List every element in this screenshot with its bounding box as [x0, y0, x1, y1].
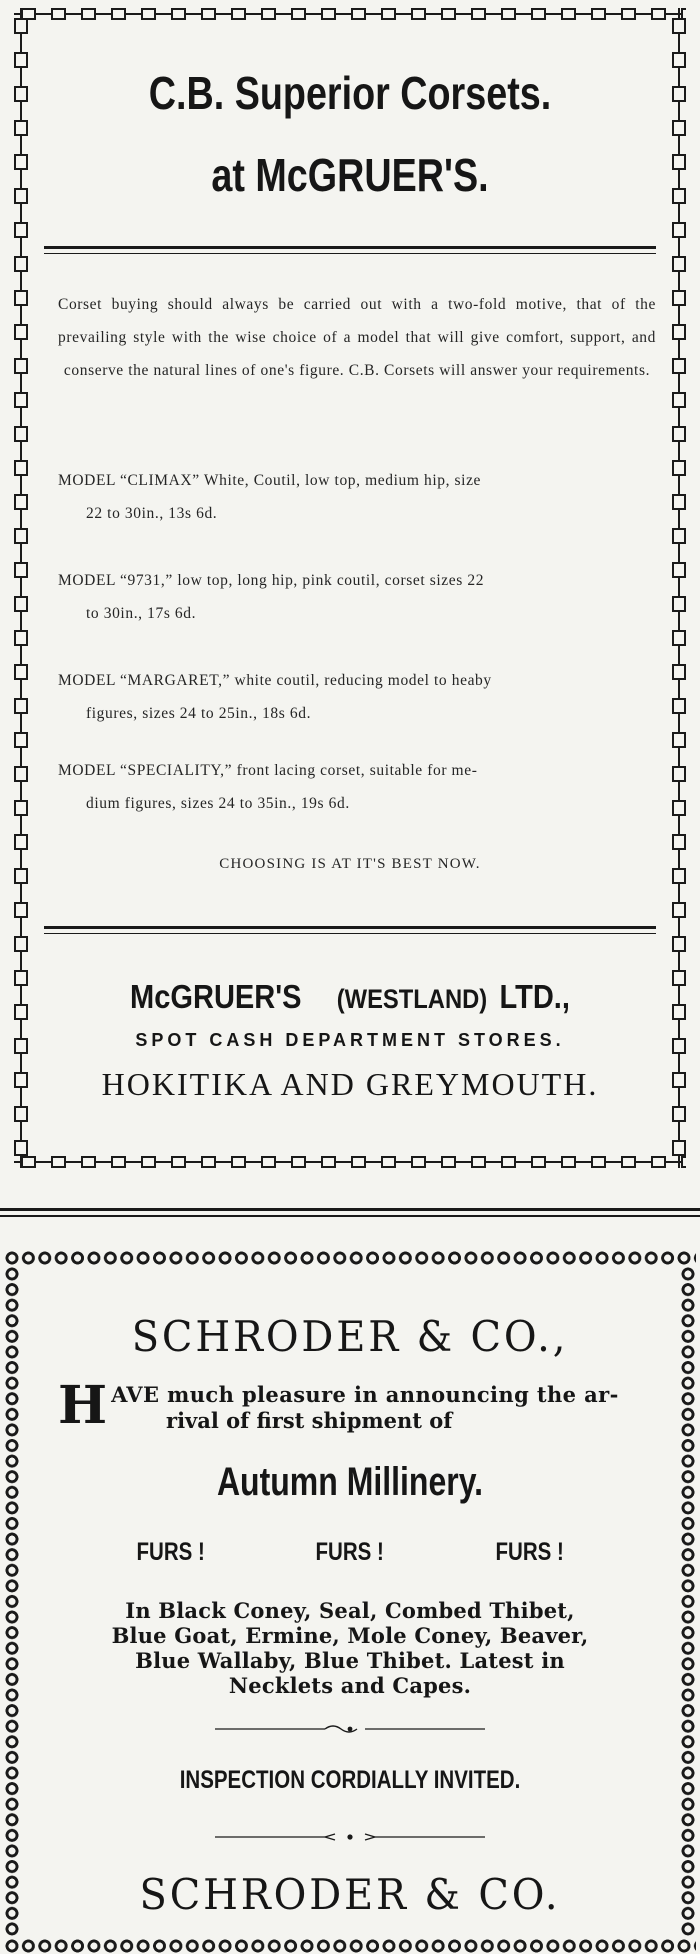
model-line: dium figures, sizes 24 to 35in., 19s 6d.: [86, 795, 350, 812]
furs-label: FURS !: [136, 1538, 205, 1566]
closing-line: CHOOSING IS AT IT'S BEST NOW.: [219, 856, 481, 872]
furs-row: [30, 1538, 670, 1567]
model-margaret: [58, 664, 656, 730]
list-line: Blue Goat, Ermine, Mole Coney, Beaver,: [111, 1623, 589, 1648]
schroder-advertisement: [0, 1250, 700, 1954]
model-line: MODEL “9731,” low top, long hip, pink coutil, corset sizes 22: [58, 572, 485, 589]
ring-border-left: [4, 1266, 20, 1938]
furs-list: [30, 1598, 670, 1698]
furs-label: FURS !: [315, 1538, 385, 1566]
ornamental-flourish: [215, 1722, 485, 1736]
model-line: 22 to 30in., 13s 6d.: [86, 505, 218, 522]
furs-label: FURS !: [495, 1538, 564, 1566]
intro-paragraph: [58, 1375, 660, 1436]
company-name-bottom: SCHRODER & CO.: [139, 1870, 561, 1919]
model-climax: [58, 464, 656, 530]
chain-border-right: [672, 8, 686, 1168]
model-speciality: [58, 754, 656, 820]
title-rule: [44, 246, 656, 249]
company-name-top: SCHRODER & CO.,: [131, 1312, 569, 1361]
ad-title-line2: at McGRUER'S.: [211, 149, 489, 201]
ring-border-top: [4, 1250, 696, 1266]
ring-border-right: [680, 1266, 696, 1938]
list-line: In Black Coney, Seal, Combed Thibet,: [125, 1598, 575, 1623]
list-line: Necklets and Capes.: [228, 1673, 472, 1698]
model-line: figures, sizes 24 to 25in., 18s 6d.: [86, 705, 312, 722]
company-region: (WESTLAND): [336, 984, 488, 1014]
company-name: [81, 978, 620, 1016]
drop-cap: H: [58, 1375, 108, 1436]
intro-line: rival of first shipment of: [166, 1408, 453, 1433]
stores-line: SPOT CASH DEPARTMENT STORES.: [135, 1030, 565, 1050]
footer-rule-thin: [44, 933, 656, 934]
intro-line: AVE much pleasure in announcing the ar-: [111, 1382, 619, 1407]
ornamental-flourish: [215, 1830, 485, 1844]
model-9731: [58, 564, 656, 630]
model-line: MODEL “CLIMAX” White, Coutil, low top, medium hip, size: [58, 472, 482, 489]
chain-border-bottom: [14, 1156, 686, 1168]
company-name-main: McGRUER'S: [130, 978, 302, 1015]
list-line: Blue Wallaby, Blue Thibet. Latest in: [135, 1648, 565, 1673]
model-line: MODEL “MARGARET,” white coutil, reducing model to heaby: [58, 672, 492, 689]
company-suffix: LTD.,: [499, 978, 570, 1015]
model-line: to 30in., 17s 6d.: [86, 605, 197, 622]
headline: Autumn Millinery.: [216, 1460, 484, 1504]
title-rule-thin: [44, 253, 656, 254]
model-line: MODEL “SPECIALITY,” front lacing corset, suitable for me-: [58, 762, 478, 779]
footer-rule: [44, 926, 656, 929]
mcgruer-advertisement: [14, 8, 686, 1168]
intro-paragraph: Corset buying should always be carried out with a two-fold motive, that of the prevailing style with the wise choice of a model that will give comfort, support, and conserve the natural lines of one's figure. C.B. Corsets will answer your requirements.: [58, 296, 656, 379]
ring-border-bottom: [4, 1938, 696, 1954]
column-divider: [0, 1208, 700, 1217]
towns-line: HOKITIKA AND GREYMOUTH.: [101, 1066, 599, 1102]
chain-border-top: [14, 8, 686, 20]
chain-border-left: [14, 8, 28, 1168]
ad-title-line1: C.B. Superior Corsets.: [148, 67, 552, 119]
invitation-line: INSPECTION CORDIALLY INVITED.: [179, 1766, 521, 1794]
